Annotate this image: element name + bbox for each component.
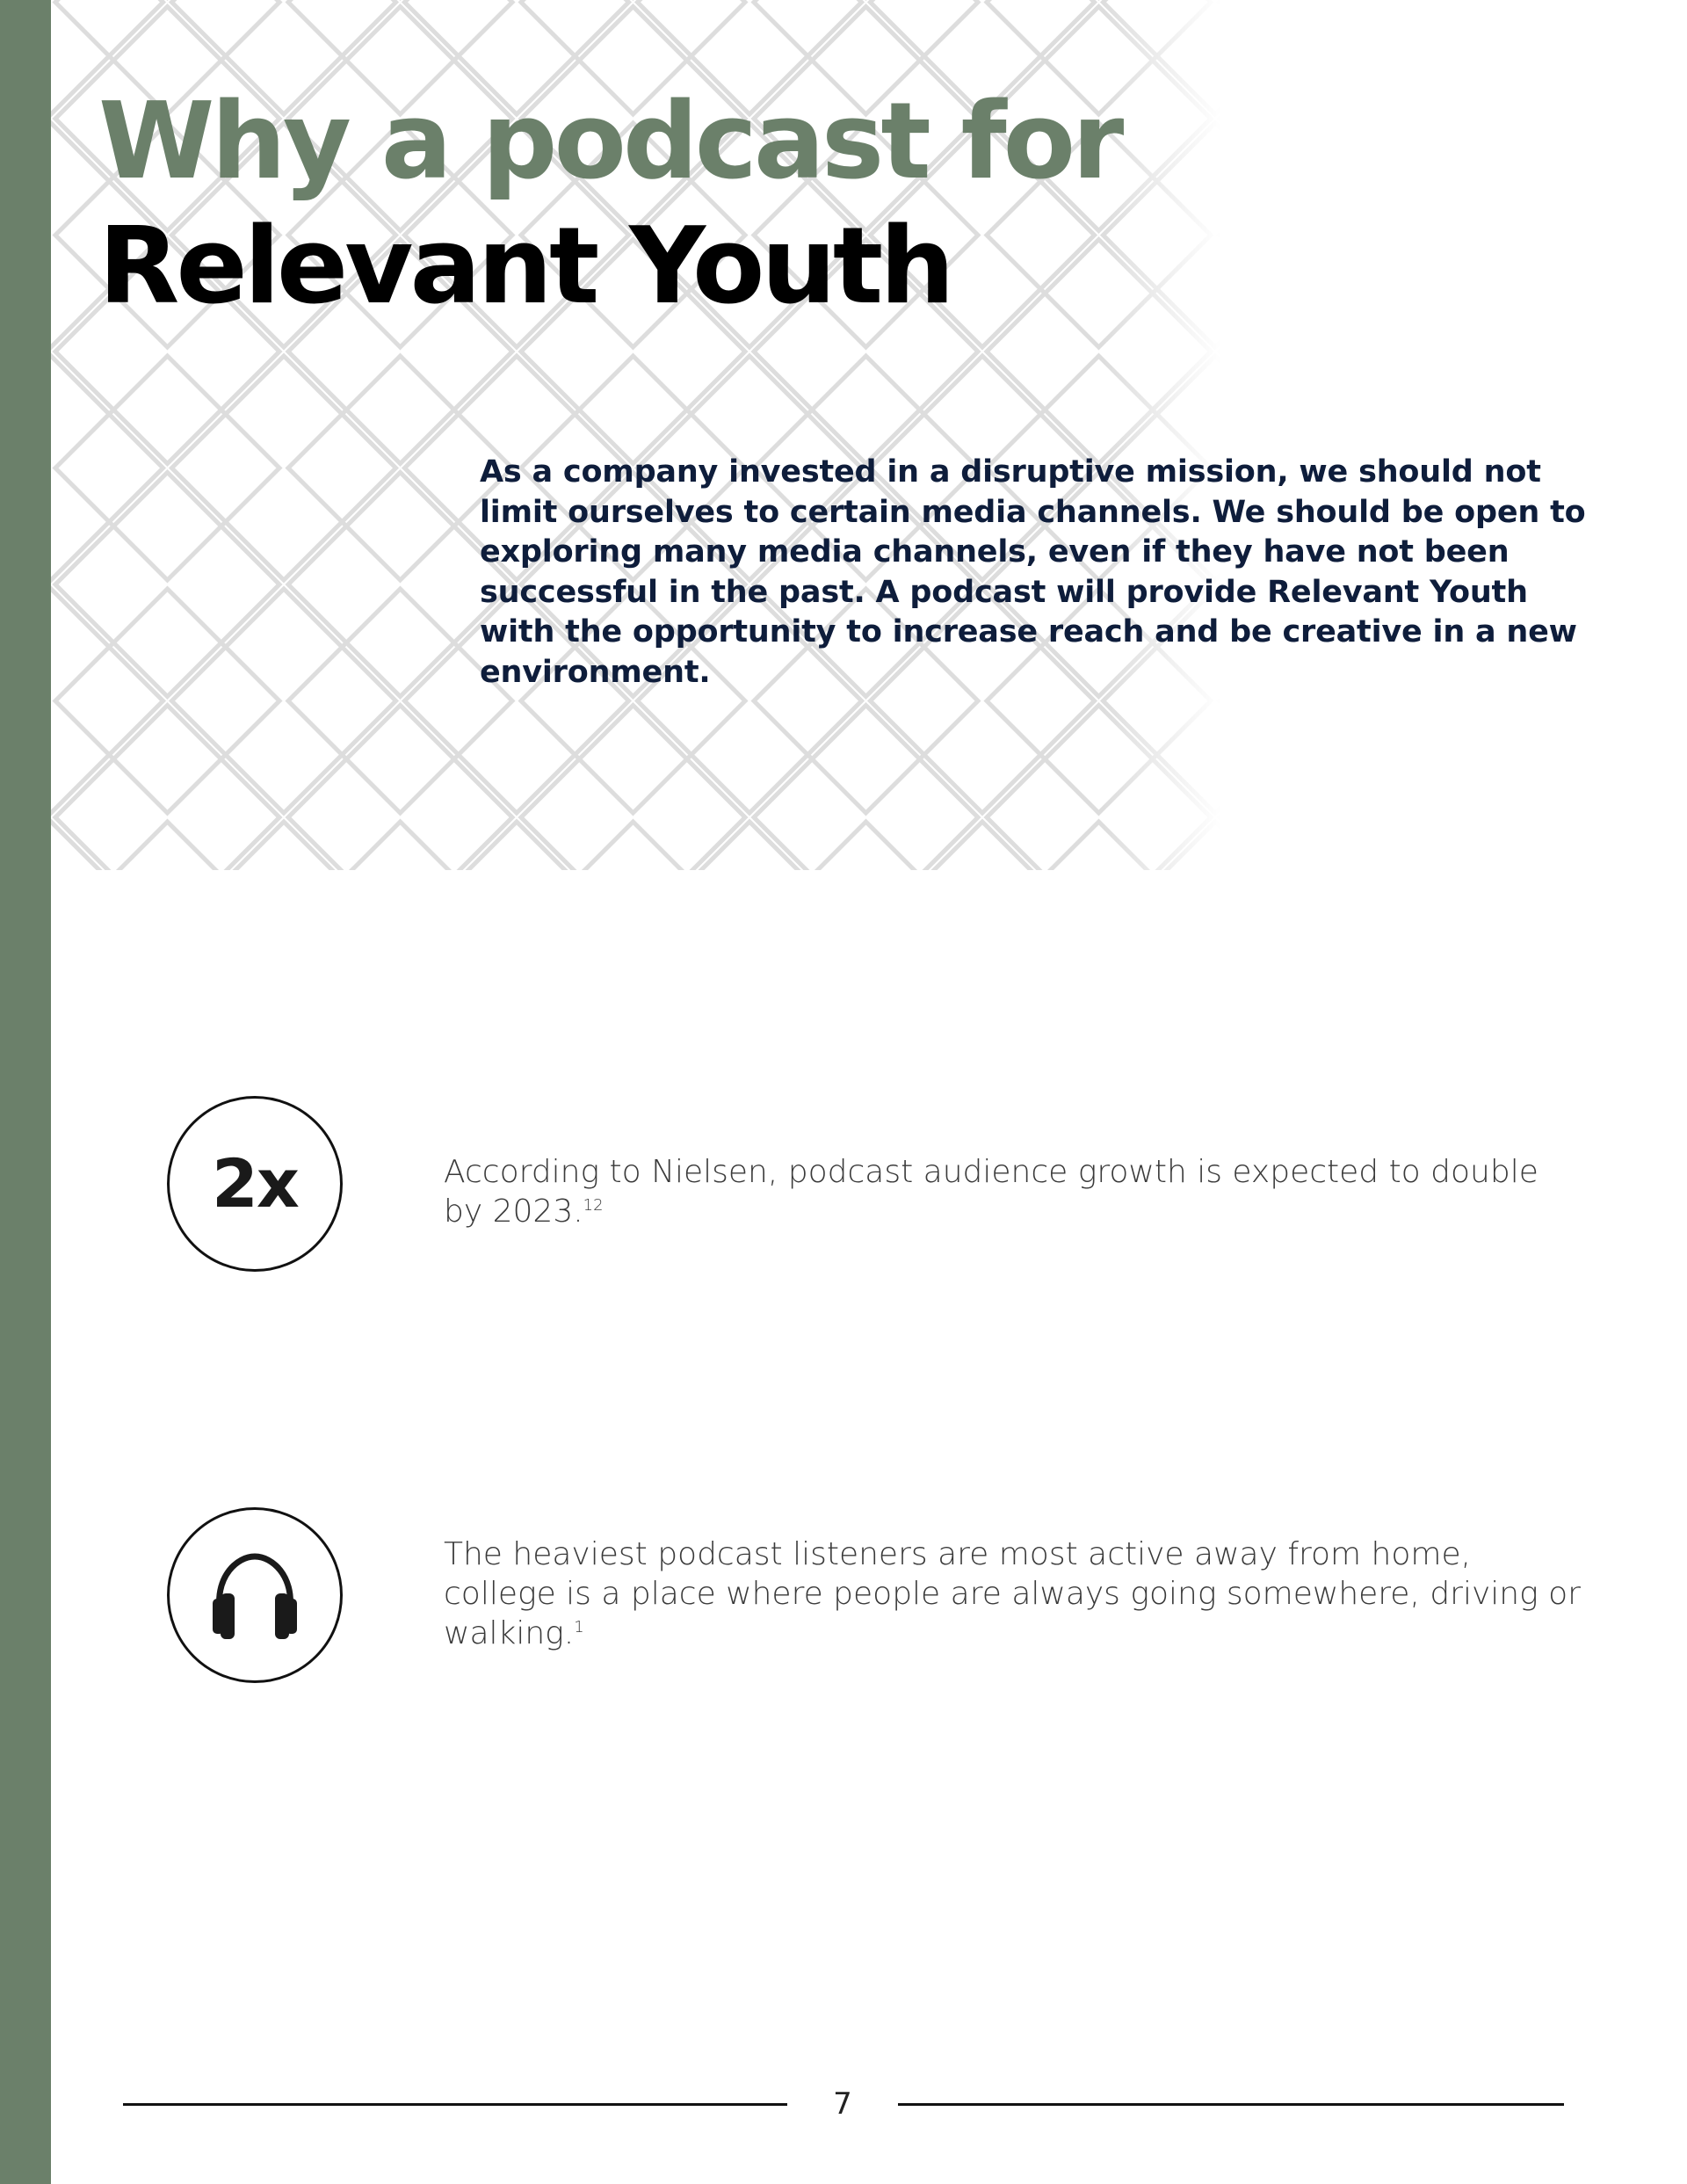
- footer-rule-left: [123, 2103, 787, 2106]
- side-accent-bar: [0, 0, 51, 2184]
- growth-badge: [167, 1096, 343, 1272]
- footer-rule-right: [898, 2103, 1564, 2106]
- page-number: 7: [833, 2086, 852, 2122]
- fact-listeners-text: The heaviest podcast listeners are most active away from home, college is a place where people are always going somewhere, driving or walking.: [444, 1536, 1581, 1651]
- fact-growth-footnote: 12: [583, 1196, 604, 1215]
- page-title-line-2: Relevant Youth: [98, 206, 952, 328]
- fact-listeners: [444, 1535, 1586, 1653]
- headphones-icon: [200, 1541, 309, 1650]
- growth-badge-value: 2x: [212, 1144, 298, 1223]
- headphones-badge: [167, 1507, 343, 1683]
- fact-growth-text: According to Nielsen, podcast audience growth is expected to double by 2023.: [444, 1154, 1539, 1230]
- intro-paragraph: As a company invested in a disruptive mission, we should not limit ourselves to certain media channels. We should be open to exploring many media channels, even if they have not been successful in the past. A podcast will provide Relevant Youth with the opportunity to increase reach and be creative in a new environment.: [480, 454, 1586, 690]
- fact-listeners-footnote: 1: [574, 1618, 584, 1636]
- page-title-line-1: Why a podcast for: [98, 81, 1121, 203]
- fact-growth: [444, 1152, 1586, 1231]
